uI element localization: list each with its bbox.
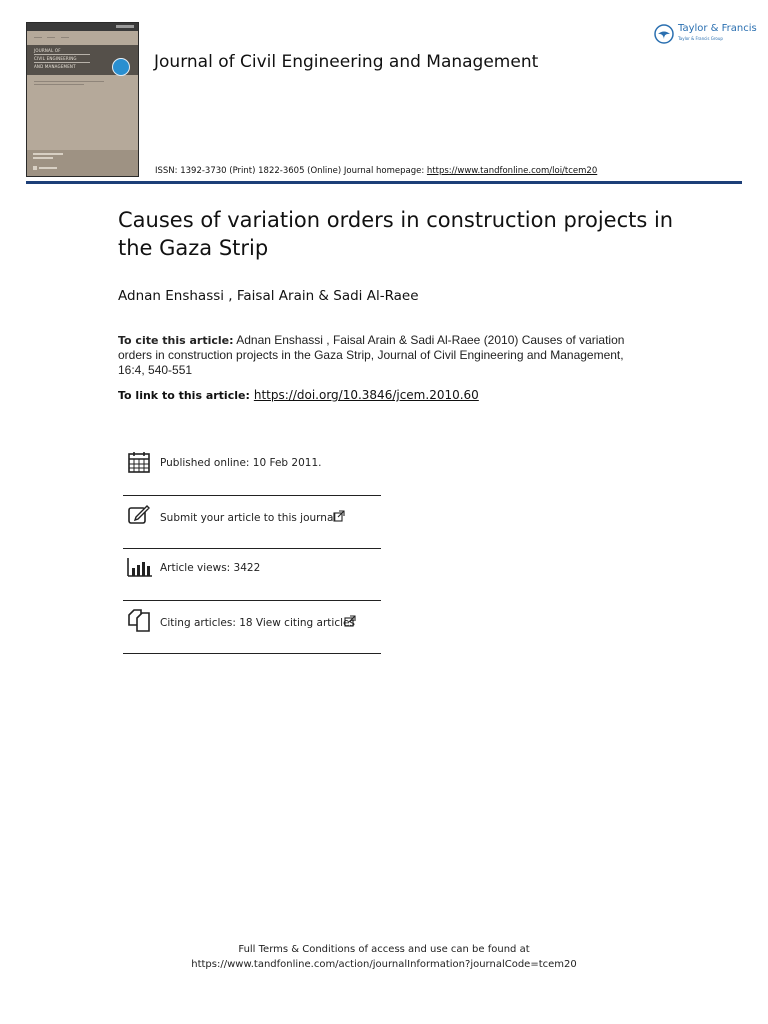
copy-icon	[127, 609, 151, 633]
cover-title-line: CIVIL ENGINEERING	[34, 56, 77, 61]
submit-article-row[interactable]	[123, 495, 381, 547]
issn-text: ISSN: 1392-3730 (Print) 1822-3605 (Online) Journal homepage:	[155, 166, 427, 176]
external-link-icon	[333, 510, 345, 522]
cite-label: To cite this article:	[118, 334, 234, 347]
link-label: To link to this article:	[118, 389, 250, 402]
external-link-icon	[344, 615, 356, 627]
terms-link[interactable]: https://www.tandfonline.com/action/journalInformation?journalCode=tcem20	[191, 959, 577, 970]
calendar-icon	[127, 450, 151, 474]
publisher-logo[interactable]	[654, 22, 757, 46]
article-title: Causes of variation orders in construction projects in the Gaza Strip	[118, 208, 674, 260]
citation-block	[118, 333, 638, 378]
published-online-row	[123, 440, 381, 492]
doi-link[interactable]: https://doi.org/10.3846/jcem.2010.60	[253, 388, 479, 402]
article-authors: Adnan Enshassi , Faisal Arain & Sadi Al-Raee	[118, 288, 419, 304]
citation-text: Adnan Enshassi , Faisal Arain & Sadi Al-Raee (2010) Causes of variation orders in construction projects in the Gaza Strip, Journal of Civil Engineering and Management, 16:4, 540-551	[118, 333, 625, 377]
published-online-label: Published online: 10 Feb 2011.	[160, 457, 322, 469]
journal-homepage-link[interactable]: https://www.tandfonline.com/loi/tcem20	[426, 166, 598, 176]
cover-title-line: AND MANAGEMENT	[34, 64, 76, 69]
article-views-row	[123, 548, 381, 600]
journal-cover-image	[26, 22, 139, 177]
citing-articles-link[interactable]: Citing articles: 18 View citing articles	[160, 617, 355, 629]
divider	[123, 653, 381, 654]
tandf-icon	[654, 24, 674, 44]
terms-text: Full Terms & Conditions of access and use can be found at	[238, 944, 530, 955]
submit-article-link[interactable]: Submit your article to this journal	[160, 512, 337, 524]
cover-emblem-icon	[112, 58, 130, 76]
article-views-label: Article views: 3422	[160, 562, 261, 574]
journal-title[interactable]: Journal of Civil Engineering and Management	[154, 52, 539, 72]
publisher-subname: Taylor & Francis Group	[678, 36, 723, 41]
citing-articles-row[interactable]	[123, 600, 381, 652]
issn-line	[155, 166, 597, 176]
edit-icon	[127, 503, 151, 527]
publisher-name: Taylor & Francis	[678, 23, 757, 34]
cover-title-line: JOURNAL OF	[34, 48, 61, 53]
terms-footer	[0, 942, 768, 972]
article-link-line	[118, 388, 479, 402]
bar-chart-icon	[127, 556, 153, 578]
header-divider	[26, 181, 742, 184]
